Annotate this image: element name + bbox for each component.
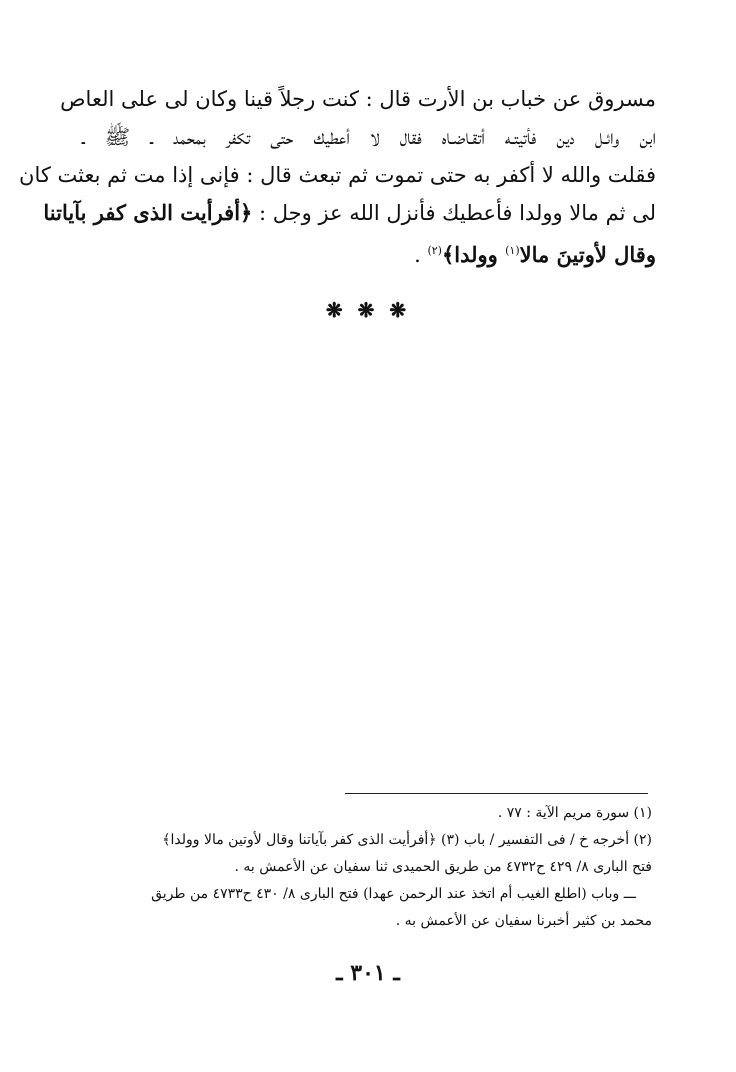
footnote-reference: (٢) [427,244,442,257]
main-text-line: مسروق عن خباب بن الأرت قال : كنت رجلاً قينا وكان لى على العاص [60,87,656,111]
main-text-line [82,232,656,274]
quran-verse-text: وقال لأوتينَ مالا [519,242,656,267]
footnote-line: ـــ وباب (اطلع الغيب أم اتخذ عند الرحمن عهدا) فتح البارى ٨/ ٤٣٠ ح٤٧٣٣ من طريق [151,886,636,902]
footnote-line: (٢) أخرجه خ / فى التفسير / باب (٣) ﴿أفرأيت الذى كفر بآياتنا وقال لأوتين مالا وولدا﴾ [162,832,652,848]
main-text-line [43,194,656,232]
footnote-divider [345,793,648,794]
quran-verse-text: ﴿أفرأيت الذى كفر بآياتنا [43,200,253,225]
main-text-line: ابن وائـل دين فأتيتـه أتقـاضـاه فقال لا أعطيك حتى تكفر بمحمد ـ ﷺ ـ [82,125,656,149]
footnote-line: محمد بن كثير أخبرنا سفيان عن الأعمش به . [395,913,652,929]
section-separator: ❋ ❋ ❋ [325,298,411,322]
quran-verse-text: وولدا﴾ [441,242,506,267]
footnote-line: فتح البارى ٨/ ٤٢٩ ح٤٧٣٢ من طريق الحميدى ثنا سفيان عن الأعمش به . [234,859,652,875]
main-text-segment: لى ثم مالا وولدا فأعطيك فأنزل الله عز وجل : [252,201,656,225]
footnotes-block [86,800,652,935]
footnote-line: (١) سورة مريم الآية : ٧٧ . [497,805,652,821]
main-text-line: فقلت والله لا أكفر به حتى تموت ثم تبعث قال : فإنى إذا مت ثم بعثت كان [19,163,656,187]
page-number: ـ ٣٠١ ـ [336,960,400,986]
main-text-block [19,80,656,274]
footnote-reference: (١) [505,244,520,257]
main-text-segment: . [414,243,428,267]
